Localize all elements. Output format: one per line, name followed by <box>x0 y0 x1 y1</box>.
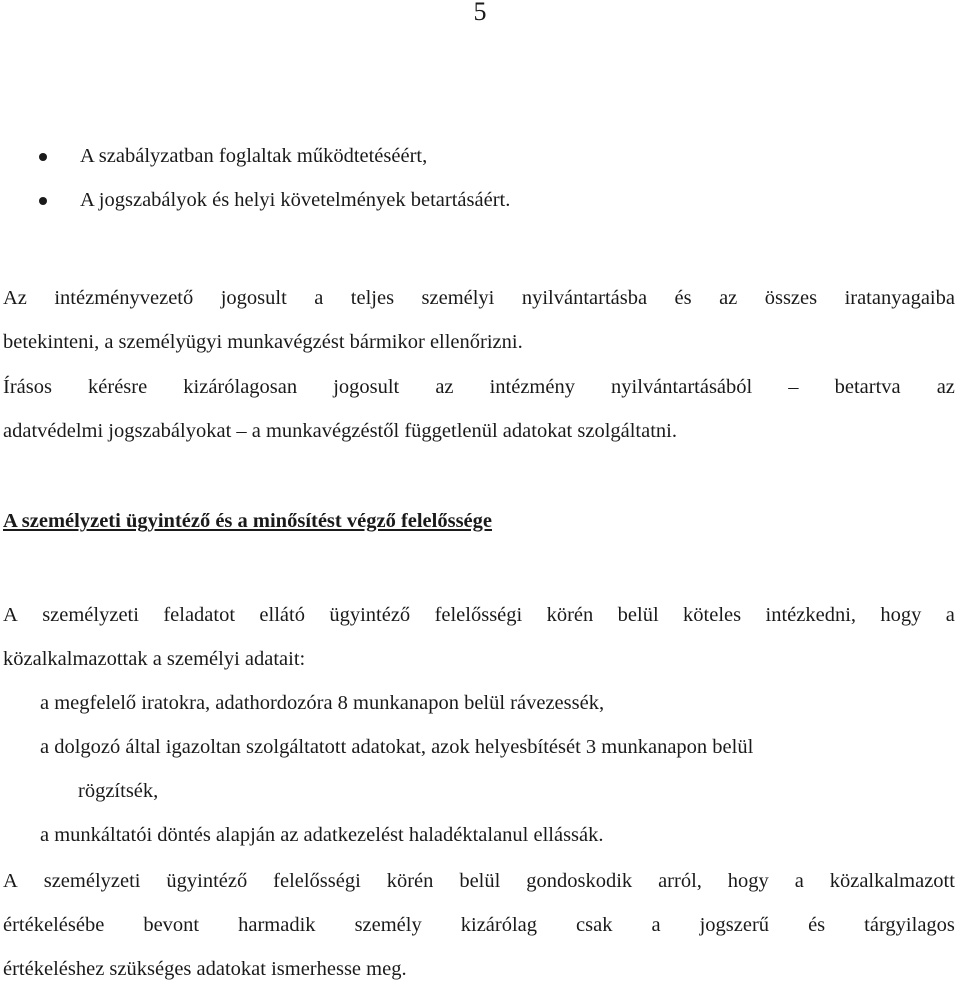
word: iratanyagaiba <box>844 287 955 309</box>
word: az <box>936 376 955 398</box>
word: felelősségi <box>273 870 361 892</box>
word: kérésre <box>88 376 148 398</box>
paragraph-line: közalkalmazottak a személyi adatait: <box>3 648 306 670</box>
word: tárgyilagos <box>864 914 955 936</box>
bullet-item <box>0 189 960 233</box>
word: ügyintéző <box>166 870 248 892</box>
justified-line <box>3 376 955 420</box>
duty-text: a munkáltatói döntés alapján az adatkezelést haladéktalanul ellássák. <box>40 824 604 846</box>
word: körén <box>546 604 594 626</box>
duty-text: a megfelelő iratokra, adathordozóra 8 munkanapon belül rávezessék, <box>40 692 605 714</box>
word: jogosult <box>220 287 287 309</box>
word: a <box>945 604 955 626</box>
duty-item <box>0 736 960 824</box>
paragraph-line: adatvédelmi jogszabályokat – a munkavégzéstől függetlenül adatokat szolgáltatni. <box>3 420 677 442</box>
word: kizárólagosan <box>183 376 298 398</box>
duty-text-continuation: rögzítsék, <box>78 780 159 802</box>
bullet-text: A jogszabályok és helyi követelmények betartásáért. <box>80 189 511 211</box>
word: bevont <box>143 914 200 936</box>
paragraph-director-rights <box>3 287 955 375</box>
bullet-dot-icon <box>39 153 47 161</box>
justified-line <box>3 604 955 648</box>
word: értékelésébe <box>3 914 105 936</box>
word: és <box>674 287 692 309</box>
word: ügyintéző <box>329 604 411 626</box>
word: nyilvántartásából <box>611 376 753 398</box>
word: ellátó <box>259 604 305 626</box>
word: személyzeti <box>42 604 139 626</box>
word: harmadik <box>238 914 316 936</box>
word: kizárólag <box>460 914 538 936</box>
word: gondoskodik <box>526 870 633 892</box>
word: az <box>719 287 738 309</box>
word: és <box>808 914 826 936</box>
paragraph-evaluation <box>3 870 955 1002</box>
bullet-dot-icon <box>39 197 47 205</box>
word: felelősségi <box>434 604 523 626</box>
word: belül <box>459 870 501 892</box>
word: a <box>651 914 661 936</box>
word: személyi <box>421 287 495 309</box>
word: intézmény <box>489 376 575 398</box>
word: A <box>3 604 18 626</box>
word: személy <box>354 914 422 936</box>
word: személyzeti <box>43 870 141 892</box>
justified-line <box>3 914 955 958</box>
word: az <box>435 376 454 398</box>
word: közalkalmazott <box>829 870 955 892</box>
justified-line <box>3 287 955 331</box>
word: a <box>314 287 324 309</box>
word: A <box>3 870 18 892</box>
paragraph-personnel-clerk-duties <box>3 604 955 692</box>
word: hogy <box>727 870 769 892</box>
word: intézményvezető <box>54 287 194 309</box>
duty-item <box>0 824 960 868</box>
section-heading: A személyzeti ügyintéző és a minősítést végző felelőssége <box>3 510 493 532</box>
word: köteles <box>683 604 742 626</box>
word: nyilvántartásba <box>521 287 648 309</box>
paragraph-line: értékeléshez szükséges adatokat ismerhesse meg. <box>3 958 407 980</box>
word: Írásos <box>3 376 52 398</box>
word: belül <box>617 604 659 626</box>
word: arról, <box>658 870 702 892</box>
bullet-text: A szabályzatban foglaltak működtetéséért, <box>80 145 428 167</box>
duty-text: a dolgozó által igazoltan szolgáltatott adatokat, azok helyesbítését 3 munkanapon belül <box>40 736 754 758</box>
duty-item <box>0 692 960 736</box>
justified-line <box>3 870 955 914</box>
duties-list <box>0 692 960 868</box>
word: jogszerű <box>699 914 770 936</box>
word: intézkedni, <box>765 604 857 626</box>
word: összes <box>764 287 818 309</box>
word: a <box>794 870 804 892</box>
word: – <box>788 376 799 398</box>
bullet-item <box>0 145 960 189</box>
word: csak <box>576 914 613 936</box>
word: hogy <box>880 604 922 626</box>
word: betartva <box>834 376 901 398</box>
word: Az <box>3 287 27 309</box>
word: teljes <box>350 287 395 309</box>
word: körén <box>386 870 434 892</box>
paragraph-line: betekinteni, a személyügyi munkavégzést bármikor ellenőrizni. <box>3 331 523 353</box>
word: jogosult <box>333 376 400 398</box>
word: feladatot <box>163 604 236 626</box>
paragraph-written-requests <box>3 376 955 464</box>
responsibility-bullet-list <box>0 145 960 233</box>
page-number: 5 <box>473 0 487 26</box>
